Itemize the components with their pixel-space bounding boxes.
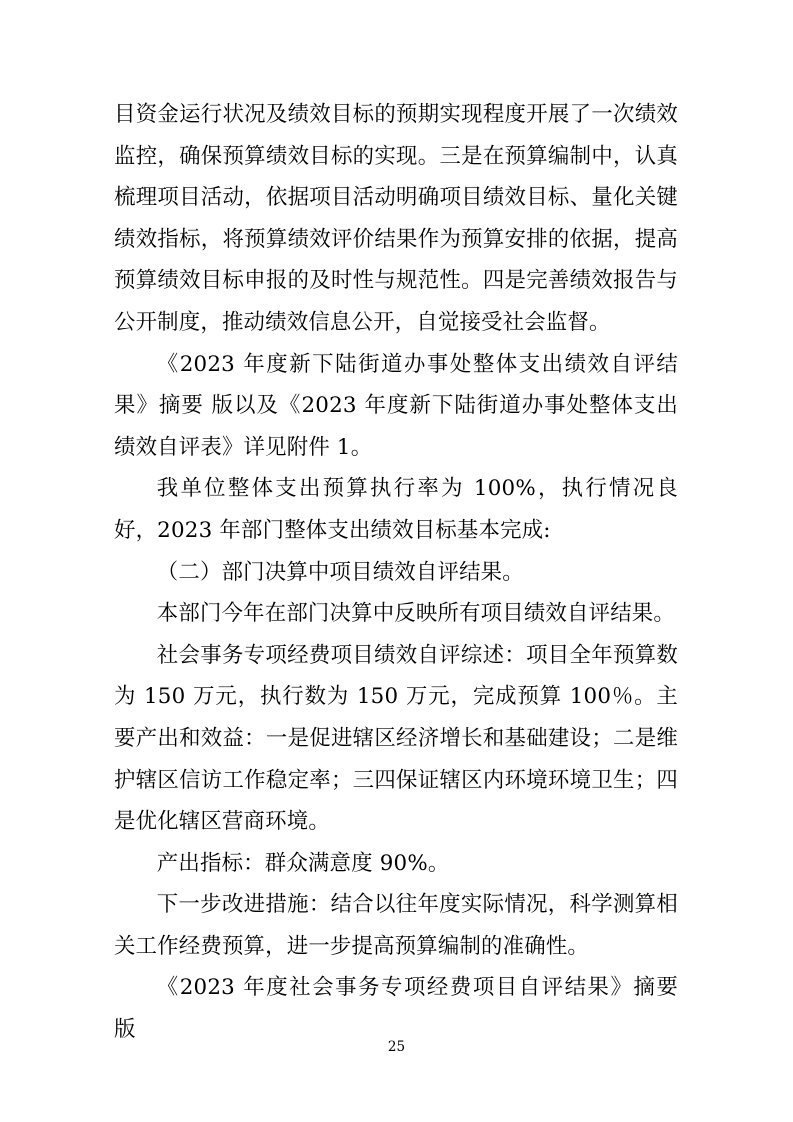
paragraph-attachment-reference: 《2023 年度新下陆街道办事处整体支出绩效自评结果》摘要 版以及《2023 年度新下陆街道办事处整体支出绩效自评表》详见附件 1。 xyxy=(114,351,678,460)
paragraph-improvement-measures: 下一步改进措施：结合以往年度实际情况，科学测算相关工作经费预算，进一步提高预算编制的准确性。 xyxy=(114,892,678,959)
page-number: 25 xyxy=(387,1039,406,1055)
paragraph-project-results-intro: 本部门今年在部门决算中反映所有项目绩效自评结果。 xyxy=(156,601,675,627)
paragraph-section-heading: （二）部门决算中项目绩效自评结果。 xyxy=(156,559,524,585)
paragraph-continued: 目资金运行状况及绩效目标的预期实现程度开展了一次绩效监控，确保预算绩效目标的实现。三是在预算编制中，认真梳理项目活动，依据项目活动明确项目绩效目标、量化关键绩效指标，将预算绩效评价结果作为预算安排的依据，提高预算绩效目标申报的及时性与规范性。四是完善绩效报告与公开制度，推动绩效信息公开，自觉接受社会监督。 xyxy=(114,102,678,335)
paragraph-output-indicator: 产出指标：群众满意度 90%。 xyxy=(156,850,450,876)
paragraph-project-result-reference: 《2023 年度社会事务专项经费项目自评结果》摘要 版 xyxy=(114,975,678,1043)
document-text-body xyxy=(114,94,678,1051)
paragraph-social-affairs-summary: 社会事务专项经费项目绩效自评综述：项目全年预算数为 150 万元，执行数为 150 万元，完成预算 100％。主要产出和效益：一是促进辖区经济增长和基础建设；二是维护辖区信访工作稳定率；三四保证辖区内环境环境卫生；四是优化辖区营商环境。 xyxy=(114,642,678,835)
paragraph-budget-execution-rate: 我单位整体支出预算执行率为 100%，执行情况良好，2023 年部门整体支出绩效目标基本完成: xyxy=(114,476,678,543)
